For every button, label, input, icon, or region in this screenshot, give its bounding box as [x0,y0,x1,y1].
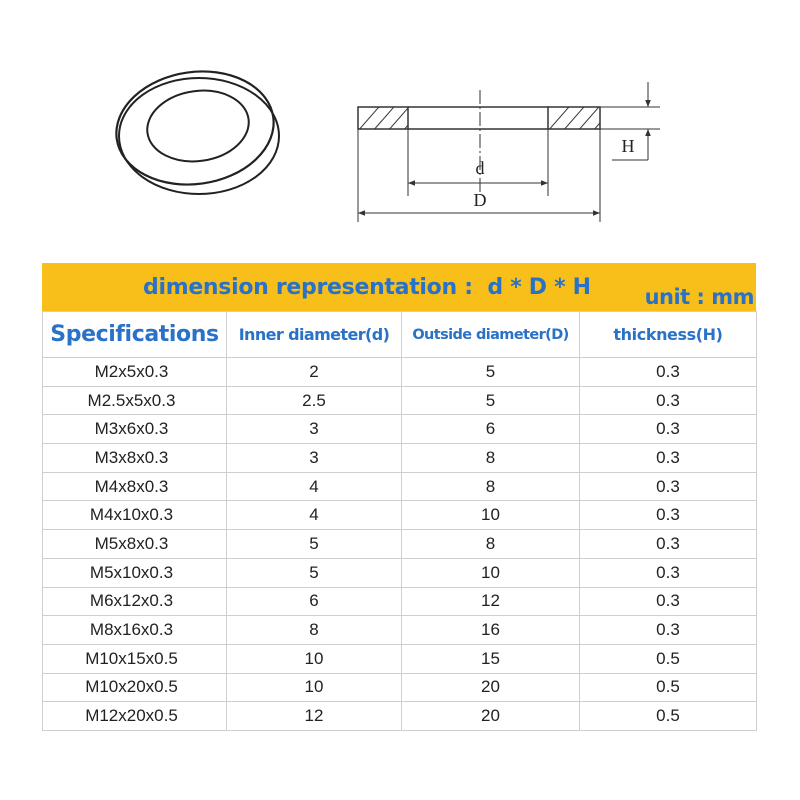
outside-diameter-cell: 10 [402,558,580,587]
inner-diameter-cell: 3 [227,415,402,444]
outside-diameter-cell: 16 [402,616,580,645]
label-D: D [473,190,487,210]
washer-cross-section [350,82,660,222]
table-row [43,673,757,702]
table-row [43,444,757,473]
spec-table-body [43,358,757,731]
thickness-cell: 0.3 [580,558,757,587]
inner-diameter-cell: 10 [227,644,402,673]
thickness-cell: 0.5 [580,673,757,702]
spec-cell: M10x15x0.5 [43,644,227,673]
inner-diameter-cell: 4 [227,501,402,530]
spec-cell: M12x20x0.5 [43,702,227,731]
thickness-cell: 0.3 [580,616,757,645]
inner-diameter-cell: 6 [227,587,402,616]
thickness-cell: 0.5 [580,644,757,673]
thickness-cell: 0.3 [580,530,757,559]
inner-diameter-cell: 5 [227,530,402,559]
outside-diameter-cell: 5 [402,358,580,387]
inner-diameter-cell: 3 [227,444,402,473]
inner-diameter-cell: 4 [227,472,402,501]
outside-diameter-cell: 5 [402,386,580,415]
outside-diameter-cell: 6 [402,415,580,444]
table-row [43,386,757,415]
table-row [43,415,757,444]
header-row [43,312,757,358]
spec-cell: M4x10x0.3 [43,501,227,530]
washer-drawing [0,0,800,260]
spec-cell: M3x8x0.3 [43,444,227,473]
spec-cell: M2.5x5x0.3 [43,386,227,415]
spec-table [42,311,757,731]
outside-diameter-cell: 8 [402,444,580,473]
table-row [43,358,757,387]
table-row [43,702,757,731]
thickness-cell: 0.3 [580,444,757,473]
outside-diameter-cell: 15 [402,644,580,673]
table-row [43,501,757,530]
inner-diameter-cell: 12 [227,702,402,731]
table-row [43,616,757,645]
table-row [43,530,757,559]
spec-cell: M5x10x0.3 [43,558,227,587]
outside-diameter-cell: 20 [402,702,580,731]
inner-diameter-cell: 10 [227,673,402,702]
table-row [43,472,757,501]
washer-3d-view [109,62,281,195]
header-thickness: thickness(H) [580,312,757,358]
outside-diameter-cell: 8 [402,530,580,559]
unit-label: unit : mm [644,285,754,309]
header-inner-diameter: Inner diameter(d) [227,312,402,358]
spec-cell: M5x8x0.3 [43,530,227,559]
label-d: d [475,158,485,178]
table-row [43,587,757,616]
thickness-cell: 0.5 [580,702,757,731]
table-row [43,644,757,673]
thickness-cell: 0.3 [580,386,757,415]
header-outside-diameter: Outside diameter(D) [402,312,580,358]
outside-diameter-cell: 8 [402,472,580,501]
thickness-cell: 0.3 [580,501,757,530]
header-specifications: Specifications [43,312,227,358]
banner-title: dimension representation : d * D * H [143,275,591,300]
thickness-cell: 0.3 [580,415,757,444]
inner-diameter-cell: 2.5 [227,386,402,415]
dimension-banner [42,263,756,311]
inner-diameter-cell: 5 [227,558,402,587]
spec-cell: M2x5x0.3 [43,358,227,387]
spec-cell: M3x6x0.3 [43,415,227,444]
spec-cell: M10x20x0.5 [43,673,227,702]
outside-diameter-cell: 12 [402,587,580,616]
thickness-cell: 0.3 [580,587,757,616]
inner-diameter-cell: 8 [227,616,402,645]
spec-cell: M8x16x0.3 [43,616,227,645]
thickness-cell: 0.3 [580,358,757,387]
spec-cell: M4x8x0.3 [43,472,227,501]
table-row [43,558,757,587]
outside-diameter-cell: 10 [402,501,580,530]
outside-diameter-cell: 20 [402,673,580,702]
thickness-cell: 0.3 [580,472,757,501]
label-H: H [621,136,635,156]
inner-diameter-cell: 2 [227,358,402,387]
spec-cell: M6x12x0.3 [43,587,227,616]
